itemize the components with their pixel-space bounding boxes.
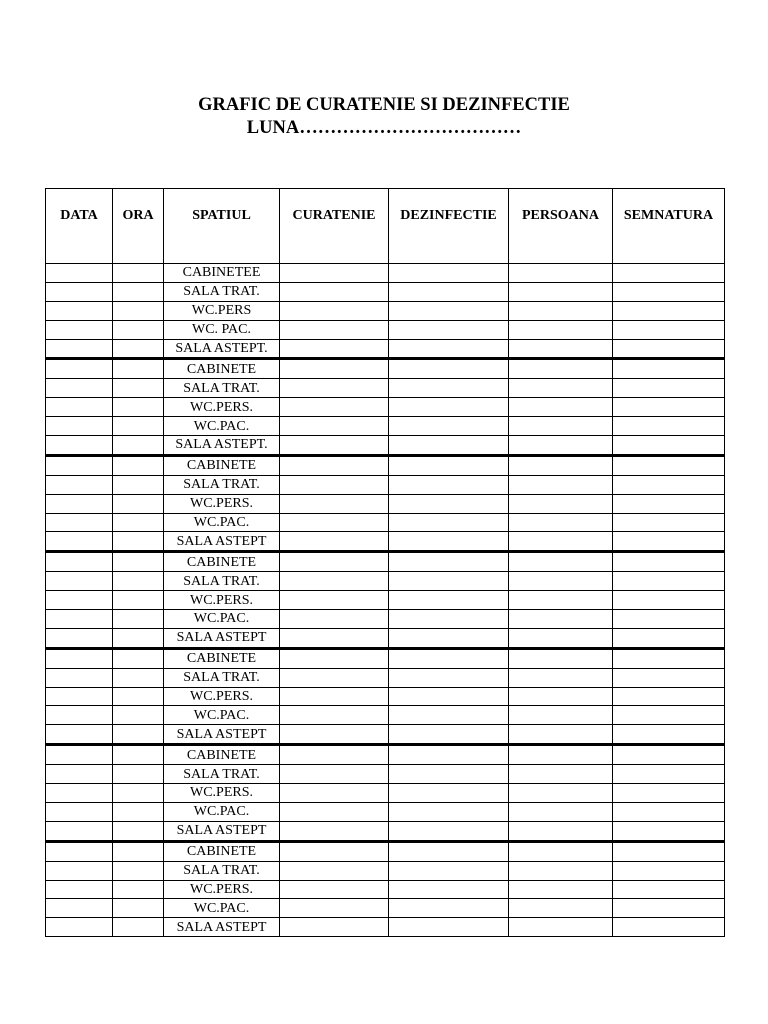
table-row [46, 282, 725, 301]
ora-cell [113, 552, 164, 572]
persoana-cell [509, 784, 613, 803]
table-row [46, 455, 725, 475]
ora-cell [113, 398, 164, 417]
spatiul-cell: CABINETE [164, 648, 280, 668]
title-line-1: GRAFIC DE CURATENIE SI DEZINFECTIE [198, 95, 570, 115]
persoana-cell [509, 880, 613, 899]
semnatura-cell [613, 841, 725, 861]
curatenie-cell [280, 784, 389, 803]
spatiul-cell: CABINETE [164, 359, 280, 379]
table-row [46, 802, 725, 821]
ora-cell [113, 765, 164, 784]
persoana-cell [509, 417, 613, 436]
persoana-cell [509, 282, 613, 301]
persoana-cell [509, 648, 613, 668]
table-row [46, 572, 725, 591]
persoana-cell [509, 745, 613, 765]
dezinfectie-cell [389, 513, 509, 532]
data-cell [46, 301, 113, 320]
dezinfectie-cell [389, 591, 509, 610]
data-cell [46, 494, 113, 513]
dezinfectie-cell [389, 687, 509, 706]
semnatura-cell [613, 899, 725, 918]
dezinfectie-cell [389, 648, 509, 668]
data-cell [46, 572, 113, 591]
spatiul-cell: SALA ASTEPT. [164, 436, 280, 456]
col-header-data: DATA [46, 189, 113, 264]
dezinfectie-cell [389, 880, 509, 899]
data-cell [46, 282, 113, 301]
col-header-semnatura: SEMNATURA [613, 189, 725, 264]
persoana-cell [509, 359, 613, 379]
dezinfectie-cell [389, 417, 509, 436]
table-row [46, 765, 725, 784]
dezinfectie-cell [389, 455, 509, 475]
data-cell [46, 821, 113, 841]
ora-cell [113, 610, 164, 629]
ora-cell [113, 899, 164, 918]
dezinfectie-cell [389, 745, 509, 765]
dezinfectie-cell [389, 628, 509, 648]
dezinfectie-cell [389, 841, 509, 861]
spatiul-cell: SALA TRAT. [164, 282, 280, 301]
curatenie-cell [280, 821, 389, 841]
data-cell [46, 899, 113, 918]
persoana-cell [509, 610, 613, 629]
ora-cell [113, 802, 164, 821]
persoana-cell [509, 706, 613, 725]
curatenie-cell [280, 841, 389, 861]
table-row [46, 320, 725, 339]
spatiul-cell: SALA TRAT. [164, 379, 280, 398]
table-row [46, 784, 725, 803]
table-row [46, 841, 725, 861]
table-row [46, 628, 725, 648]
dezinfectie-cell [389, 436, 509, 456]
ora-cell [113, 880, 164, 899]
spatiul-cell: WC.PAC. [164, 417, 280, 436]
spatiul-cell: WC.PERS. [164, 784, 280, 803]
dezinfectie-cell [389, 359, 509, 379]
curatenie-cell [280, 417, 389, 436]
curatenie-cell [280, 494, 389, 513]
semnatura-cell [613, 436, 725, 456]
dezinfectie-cell [389, 861, 509, 880]
curatenie-cell [280, 398, 389, 417]
title-line-2: LUNA……………………………… [246, 118, 522, 138]
curatenie-cell [280, 282, 389, 301]
curatenie-cell [280, 475, 389, 494]
persoana-cell [509, 301, 613, 320]
semnatura-cell [613, 610, 725, 629]
curatenie-cell [280, 301, 389, 320]
curatenie-cell [280, 532, 389, 552]
curatenie-cell [280, 455, 389, 475]
data-cell [46, 725, 113, 745]
table-row [46, 648, 725, 668]
spatiul-cell: WC.PAC. [164, 899, 280, 918]
data-cell [46, 398, 113, 417]
curatenie-cell [280, 513, 389, 532]
table-row [46, 417, 725, 436]
table-row [46, 668, 725, 687]
dezinfectie-cell [389, 572, 509, 591]
ora-cell [113, 264, 164, 283]
data-cell [46, 436, 113, 456]
ora-cell [113, 648, 164, 668]
semnatura-cell [613, 417, 725, 436]
dezinfectie-cell [389, 765, 509, 784]
data-cell [46, 648, 113, 668]
semnatura-cell [613, 706, 725, 725]
ora-cell [113, 436, 164, 456]
semnatura-cell [613, 494, 725, 513]
semnatura-cell [613, 668, 725, 687]
semnatura-cell [613, 320, 725, 339]
data-cell [46, 880, 113, 899]
curatenie-cell [280, 725, 389, 745]
ora-cell [113, 494, 164, 513]
persoana-cell [509, 841, 613, 861]
ora-cell [113, 532, 164, 552]
spatiul-cell: WC.PERS [164, 301, 280, 320]
ora-cell [113, 745, 164, 765]
semnatura-cell [613, 880, 725, 899]
spatiul-cell: SALA TRAT. [164, 861, 280, 880]
data-cell [46, 339, 113, 359]
data-cell [46, 610, 113, 629]
data-cell [46, 706, 113, 725]
spatiul-cell: WC.PAC. [164, 802, 280, 821]
persoana-cell [509, 398, 613, 417]
dezinfectie-cell [389, 725, 509, 745]
table-row [46, 301, 725, 320]
data-cell [46, 918, 113, 937]
curatenie-cell [280, 591, 389, 610]
dezinfectie-cell [389, 821, 509, 841]
curatenie-cell [280, 264, 389, 283]
data-cell [46, 379, 113, 398]
table-row [46, 725, 725, 745]
semnatura-cell [613, 475, 725, 494]
data-cell [46, 784, 113, 803]
col-header-curatenie: CURATENIE [280, 189, 389, 264]
dezinfectie-cell [389, 899, 509, 918]
spatiul-cell: SALA ASTEPT [164, 532, 280, 552]
curatenie-cell [280, 706, 389, 725]
ora-cell [113, 339, 164, 359]
ora-cell [113, 359, 164, 379]
schedule-body [46, 264, 725, 937]
ora-cell [113, 841, 164, 861]
spatiul-cell: WC.PERS. [164, 880, 280, 899]
ora-cell [113, 572, 164, 591]
persoana-cell [509, 379, 613, 398]
persoana-cell [509, 264, 613, 283]
spatiul-cell: WC.PAC. [164, 706, 280, 725]
semnatura-cell [613, 861, 725, 880]
ora-cell [113, 628, 164, 648]
curatenie-cell [280, 648, 389, 668]
data-cell [46, 668, 113, 687]
semnatura-cell [613, 745, 725, 765]
table-row [46, 821, 725, 841]
dezinfectie-cell [389, 706, 509, 725]
data-cell [46, 552, 113, 572]
cleaning-schedule-table [45, 188, 725, 937]
curatenie-cell [280, 899, 389, 918]
ora-cell [113, 706, 164, 725]
ora-cell [113, 301, 164, 320]
semnatura-cell [613, 339, 725, 359]
table-row [46, 552, 725, 572]
persoana-cell [509, 725, 613, 745]
persoana-cell [509, 628, 613, 648]
table-row [46, 745, 725, 765]
dezinfectie-cell [389, 494, 509, 513]
dezinfectie-cell [389, 264, 509, 283]
table-row [46, 687, 725, 706]
semnatura-cell [613, 455, 725, 475]
curatenie-cell [280, 610, 389, 629]
data-cell [46, 264, 113, 283]
curatenie-cell [280, 668, 389, 687]
curatenie-cell [280, 628, 389, 648]
curatenie-cell [280, 880, 389, 899]
dezinfectie-cell [389, 610, 509, 629]
data-cell [46, 320, 113, 339]
dezinfectie-cell [389, 282, 509, 301]
dezinfectie-cell [389, 552, 509, 572]
semnatura-cell [613, 282, 725, 301]
persoana-cell [509, 668, 613, 687]
col-header-persoana: PERSOANA [509, 189, 613, 264]
persoana-cell [509, 899, 613, 918]
semnatura-cell [613, 918, 725, 937]
table-row [46, 379, 725, 398]
table-row [46, 475, 725, 494]
spatiul-cell: SALA ASTEPT [164, 725, 280, 745]
persoana-cell [509, 339, 613, 359]
ora-cell [113, 725, 164, 745]
spatiul-cell: CABINETE [164, 455, 280, 475]
curatenie-cell [280, 918, 389, 937]
table-row [46, 264, 725, 283]
table-row [46, 610, 725, 629]
data-cell [46, 745, 113, 765]
spatiul-cell: SALA ASTEPT [164, 628, 280, 648]
curatenie-cell [280, 802, 389, 821]
dezinfectie-cell [389, 475, 509, 494]
curatenie-cell [280, 379, 389, 398]
table-row [46, 532, 725, 552]
ora-cell [113, 379, 164, 398]
semnatura-cell [613, 821, 725, 841]
col-header-spatiul: SPATIUL [164, 189, 280, 264]
persoana-cell [509, 861, 613, 880]
semnatura-cell [613, 591, 725, 610]
data-cell [46, 861, 113, 880]
semnatura-cell [613, 687, 725, 706]
table-row [46, 513, 725, 532]
dezinfectie-cell [389, 339, 509, 359]
semnatura-cell [613, 784, 725, 803]
spatiul-cell: SALA ASTEPT [164, 821, 280, 841]
curatenie-cell [280, 436, 389, 456]
persoana-cell [509, 591, 613, 610]
dezinfectie-cell [389, 918, 509, 937]
table-row [46, 918, 725, 937]
semnatura-cell [613, 552, 725, 572]
spatiul-cell: SALA TRAT. [164, 668, 280, 687]
dezinfectie-cell [389, 379, 509, 398]
dezinfectie-cell [389, 320, 509, 339]
data-cell [46, 359, 113, 379]
table-row [46, 880, 725, 899]
table-row [46, 359, 725, 379]
persoana-cell [509, 436, 613, 456]
data-cell [46, 841, 113, 861]
spatiul-cell: CABINETEE [164, 264, 280, 283]
header-row [46, 189, 725, 264]
table-row [46, 398, 725, 417]
dezinfectie-cell [389, 532, 509, 552]
curatenie-cell [280, 687, 389, 706]
table-row [46, 861, 725, 880]
ora-cell [113, 687, 164, 706]
semnatura-cell [613, 359, 725, 379]
spatiul-cell: SALA TRAT. [164, 765, 280, 784]
document-title [0, 94, 768, 140]
data-cell [46, 687, 113, 706]
data-cell [46, 475, 113, 494]
persoana-cell [509, 455, 613, 475]
data-cell [46, 417, 113, 436]
curatenie-cell [280, 745, 389, 765]
dezinfectie-cell [389, 301, 509, 320]
ora-cell [113, 513, 164, 532]
persoana-cell [509, 513, 613, 532]
curatenie-cell [280, 339, 389, 359]
data-cell [46, 802, 113, 821]
ora-cell [113, 784, 164, 803]
curatenie-cell [280, 552, 389, 572]
data-cell [46, 765, 113, 784]
col-header-ora: ORA [113, 189, 164, 264]
spatiul-cell: CABINETE [164, 552, 280, 572]
spatiul-cell: SALA TRAT. [164, 475, 280, 494]
table-row [46, 339, 725, 359]
ora-cell [113, 455, 164, 475]
semnatura-cell [613, 379, 725, 398]
semnatura-cell [613, 572, 725, 591]
semnatura-cell [613, 532, 725, 552]
persoana-cell [509, 494, 613, 513]
persoana-cell [509, 532, 613, 552]
spatiul-cell: CABINETE [164, 841, 280, 861]
semnatura-cell [613, 648, 725, 668]
semnatura-cell [613, 628, 725, 648]
ora-cell [113, 591, 164, 610]
curatenie-cell [280, 861, 389, 880]
spatiul-cell: WC.PERS. [164, 494, 280, 513]
table-row [46, 494, 725, 513]
spatiul-cell: SALA TRAT. [164, 572, 280, 591]
dezinfectie-cell [389, 398, 509, 417]
data-cell [46, 455, 113, 475]
curatenie-cell [280, 765, 389, 784]
ora-cell [113, 918, 164, 937]
semnatura-cell [613, 301, 725, 320]
persoana-cell [509, 572, 613, 591]
table-row [46, 899, 725, 918]
spatiul-cell: WC.PAC. [164, 513, 280, 532]
dezinfectie-cell [389, 784, 509, 803]
col-header-dezinfectie: DEZINFECTIE [389, 189, 509, 264]
data-cell [46, 628, 113, 648]
spatiul-cell: WC. PAC. [164, 320, 280, 339]
curatenie-cell [280, 320, 389, 339]
ora-cell [113, 861, 164, 880]
persoana-cell [509, 552, 613, 572]
semnatura-cell [613, 765, 725, 784]
dezinfectie-cell [389, 802, 509, 821]
semnatura-cell [613, 398, 725, 417]
dezinfectie-cell [389, 668, 509, 687]
semnatura-cell [613, 264, 725, 283]
persoana-cell [509, 320, 613, 339]
persoana-cell [509, 475, 613, 494]
curatenie-cell [280, 572, 389, 591]
ora-cell [113, 320, 164, 339]
ora-cell [113, 668, 164, 687]
spatiul-cell: SALA ASTEPT. [164, 339, 280, 359]
spatiul-cell: WC.PERS. [164, 398, 280, 417]
ora-cell [113, 282, 164, 301]
data-cell [46, 591, 113, 610]
spatiul-cell: WC.PAC. [164, 610, 280, 629]
spatiul-cell: CABINETE [164, 745, 280, 765]
table-row [46, 706, 725, 725]
persoana-cell [509, 821, 613, 841]
data-cell [46, 513, 113, 532]
ora-cell [113, 821, 164, 841]
spatiul-cell: WC.PERS. [164, 591, 280, 610]
data-cell [46, 532, 113, 552]
semnatura-cell [613, 802, 725, 821]
ora-cell [113, 475, 164, 494]
ora-cell [113, 417, 164, 436]
persoana-cell [509, 687, 613, 706]
persoana-cell [509, 802, 613, 821]
spatiul-cell: WC.PERS. [164, 687, 280, 706]
table-row [46, 591, 725, 610]
table-row [46, 436, 725, 456]
persoana-cell [509, 918, 613, 937]
spatiul-cell: SALA ASTEPT [164, 918, 280, 937]
semnatura-cell [613, 725, 725, 745]
persoana-cell [509, 765, 613, 784]
curatenie-cell [280, 359, 389, 379]
semnatura-cell [613, 513, 725, 532]
